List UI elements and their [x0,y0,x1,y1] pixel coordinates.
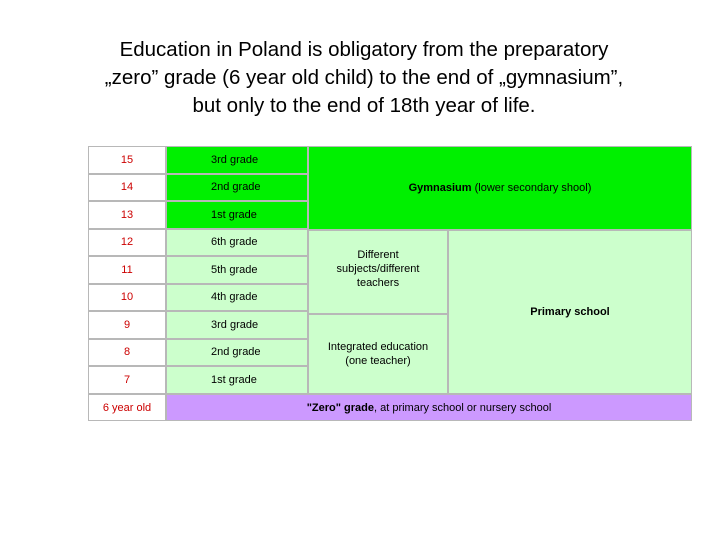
zero-grade-label: "Zero" grade [306,401,374,414]
age-cell: 14 [88,174,166,202]
age-cell: 11 [88,256,166,284]
primary-school-block [448,230,692,394]
primary-school-label: Primary school [530,306,610,318]
different-subjects-block [308,230,448,314]
age-cell: 7 [88,366,166,394]
title-line-2: „zero” grade (6 year old child) to the end of „gymnasium”, [104,66,624,89]
integrated-line-2: (one teacher) [345,355,411,367]
gymnasium-label: Gymnasium [408,182,472,194]
different-line-3: teachers [356,277,400,289]
title-line-1: Education in Poland is obligatory from the preparatory [119,38,609,61]
zero-grade-description: , at primary school or nursery school [373,401,552,414]
grade-cell: 3rd grade [166,146,308,174]
slide-title [40,36,688,120]
grade-cell: 5th grade [166,256,308,284]
grade-cell: 2nd grade [166,174,308,202]
gymnasium-description: (lower secondary shool) [471,182,592,194]
different-line-1: Different [357,249,399,261]
grade-cell: 3rd grade [166,311,308,339]
age-cell: 9 [88,311,166,339]
grade-cell: 1st grade [166,201,308,229]
age-cell: 8 [88,339,166,367]
integrated-line-1: Integrated education [327,341,429,353]
grade-cell: 2nd grade [166,339,308,367]
age-cell: 10 [88,284,166,312]
age-cell: 13 [88,201,166,229]
gymnasium-block [308,146,692,230]
different-line-2: subjects/different [336,263,420,275]
zero-grade-block [166,394,692,421]
integrated-education-block [308,314,448,394]
grade-cell: 6th grade [166,229,308,257]
age-cell: 15 [88,146,166,174]
age-cell: 12 [88,229,166,257]
grade-cell: 4th grade [166,284,308,312]
grade-cell: 1st grade [166,366,308,394]
zero-row-age: 6 year old [88,394,166,421]
education-table [88,146,692,421]
title-line-3: but only to the end of 18th year of life. [192,94,536,117]
